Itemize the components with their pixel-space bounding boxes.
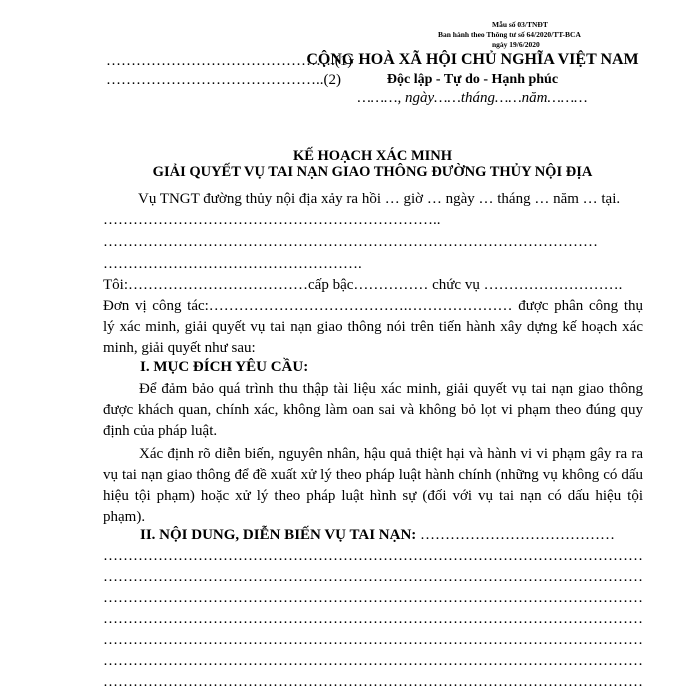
form-issued-date: ngày 19/6/2020 (492, 40, 540, 49)
agency-line-2: ……………………………………..(2) (106, 72, 341, 88)
dotted-line: ……………………………………………………………………………………………… (103, 548, 643, 564)
dotted-line: ……………………………………………………………………………………………… (103, 569, 643, 585)
section-1-heading: I. MỤC ĐÍCH YÊU CẦU: (140, 359, 309, 375)
agency-line-1: ……………………………………….(1) (106, 53, 353, 69)
dotted-line: ……………………………………………. (103, 256, 362, 272)
section-2-heading-row (140, 527, 615, 544)
national-motto: Độc lập - Tự do - Hạnh phúc (386, 72, 559, 87)
dotted-line: ……………………………………………………………………………………………… (103, 611, 643, 627)
section-2-heading-dots: ………………………………… (420, 527, 616, 543)
incident-time-place: Vụ TNGT đường thủy nội địa xảy ra hồi … giờ … ngày … tháng … năm … tại. (138, 191, 621, 207)
section-1-paragraph-2: Xác định rõ diễn biến, nguyên nhân, hậu quả thiệt hại và hành vi vi phạm gây ra ra vụ tai nạn giao thông để đề xuất xử lý theo pháp luật hành chính (những vụ không có dấu hiệu tội phạm) hoặc xử lý theo pháp luật hình sự (đối với vụ tai nạn có dấu hiệu tội phạm). (103, 446, 643, 525)
section-2-heading: II. NỘI DUNG, DIỄN BIẾN VỤ TAI NẠN: (140, 527, 417, 543)
dotted-line: ……………………………………………………………………………………… (103, 234, 598, 250)
section-1-paragraph-1: Để đảm bảo quá trình thu thập tài liệu xác minh, giải quyết vụ tai nạn giao thông được khách quan, chính xác, không làm oan sai và không bỏ lọt vi phạm theo đúng quy định của pháp luật. (103, 381, 643, 439)
work-unit-paragraph: Đơn vị công tác:………………………………….………………… được phân công thụ lý xác minh, giải quyết vụ tai nạn giao thông nói trên tiến hành xây dựng kế hoạch xác minh, giải quyết như sau: (103, 298, 643, 356)
country-name: CỘNG HOÀ XÃ HỘI CHỦ NGHĨA VIỆT NAM (306, 51, 639, 68)
form-number: Mẫu số 03/TNĐT (492, 20, 548, 29)
document-title: KẾ HOẠCH XÁC MINH (292, 148, 453, 164)
officer-info-line: Tôi:………………………………cấp bậc…………… chức vụ ………………………. (103, 277, 623, 293)
dotted-line: ………………………………………………………….. (103, 212, 441, 228)
date-line: ………, ngày……tháng……năm……… (357, 90, 588, 106)
document-subtitle: GIẢI QUYẾT VỤ TAI NẠN GIAO THÔNG ĐƯỜNG THỦY NỘI ĐỊA (152, 164, 593, 180)
dotted-line: ……………………………………………………………………………………………… (103, 674, 643, 690)
dotted-line: ……………………………………………………………………………………………… (103, 590, 643, 606)
dotted-line: ……………………………………………………………………………………………… (103, 632, 643, 648)
dotted-line: ……………………………………………………………………………………………… (103, 653, 643, 669)
form-issued-by: Ban hành theo Thông tư số 64/2020/TT-BCA (438, 30, 581, 39)
